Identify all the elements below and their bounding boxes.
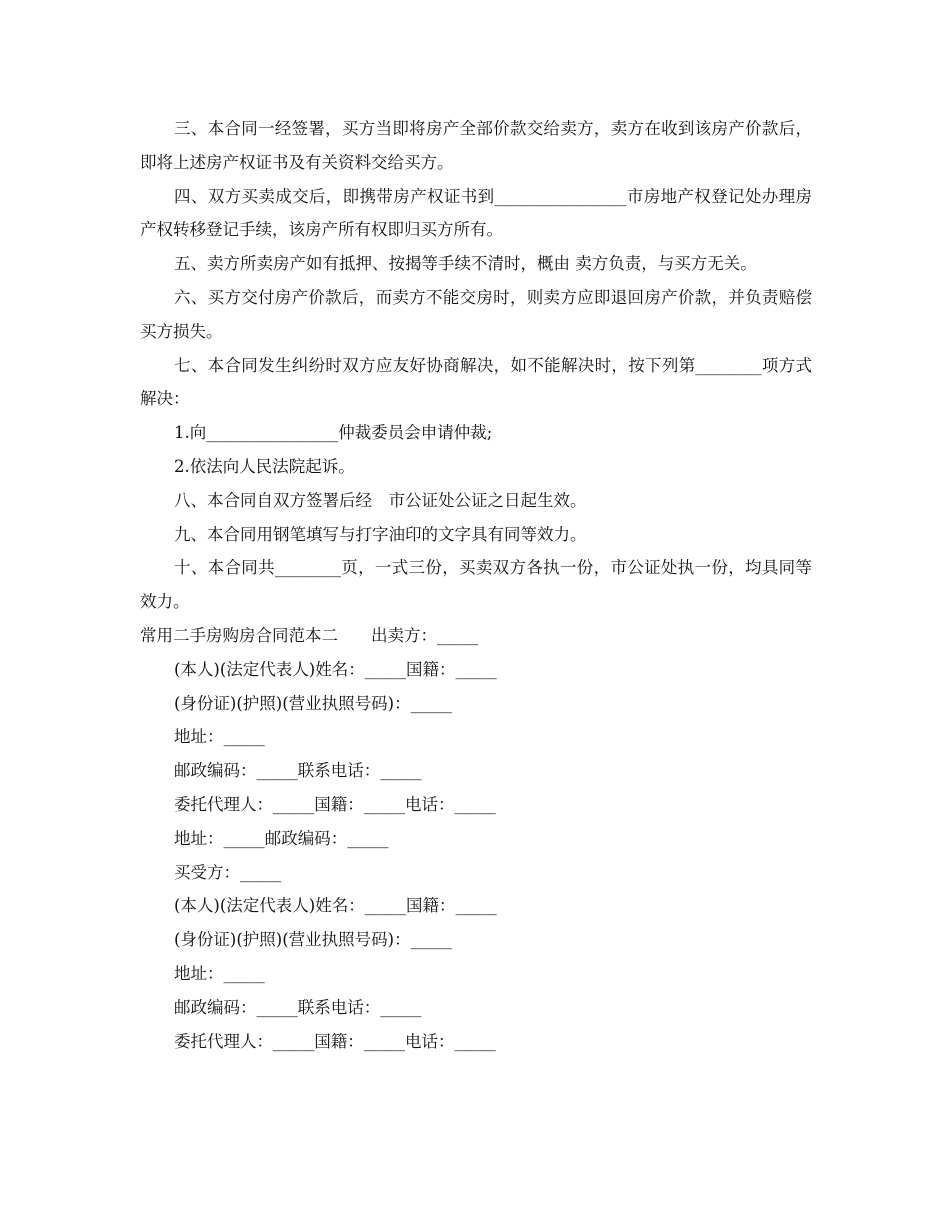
buyer-title: 买受方：_____ [174, 862, 282, 882]
seller-id-number: (身份证)(护照)(营业执照号码)：_____ [174, 693, 452, 713]
clause-7-option-1: 1.向________________仲裁委员会申请仲裁; [174, 423, 493, 443]
seller-agent-address: 地址：_____邮政编码：_____ [174, 828, 389, 848]
buyer-id-number: (身份证)(护照)(营业执照号码)：_____ [174, 930, 452, 950]
seller-postcode-phone: 邮政编码：_____联系电话：_____ [174, 761, 422, 781]
clause-9: 九、本合同用钢笔填写与打字油印的文字具有同等效力。 [174, 524, 587, 544]
clause-5: 五、卖方所卖房产如有抵押、按揭等手续不清时，概由 卖方负责，与买方无关。 [174, 254, 757, 274]
seller-name-nationality: (本人)(法定代表人)姓名：_____国籍：_____ [174, 659, 497, 679]
clause-10: 十、本合同共________页，一式三份，买卖双方各执一份，市公证处执一份，均具同等效力。 [140, 558, 812, 612]
seller-agent: 委托代理人：_____国籍：_____电话：_____ [174, 794, 496, 814]
clause-3: 三、本合同一经签署，买方当即将房产全部价款交给卖方，卖方在收到该房产价款后，即将上述房产权证书及有关资料交给买方。 [140, 119, 812, 172]
clause-4: 四、双方买卖成交后，即携带房产权证书到________________市房地产权登记处办理房产权转移登记手续，该房产所有权即归买方所有。 [140, 186, 812, 240]
seller-address: 地址：_____ [174, 727, 265, 747]
clause-8: 八、本合同自双方签署后经 市公证处公证之日起生效。 [174, 490, 587, 510]
clause-6: 六、买方交付房产价款后，而卖方不能交房时，则卖方应即退回房产价款，并负责赔偿买方损失。 [140, 287, 812, 341]
buyer-name-nationality: (本人)(法定代表人)姓名：_____国籍：_____ [174, 896, 497, 916]
document-page [140, 112, 812, 1058]
clause-7-option-2: 2.依法向人民法院起诉。 [174, 456, 355, 476]
section-title-seller: 常用二手房购房合同范本二 出卖方：_____ [140, 625, 479, 645]
buyer-postcode-phone: 邮政编码：_____联系电话：_____ [174, 997, 422, 1017]
buyer-agent: 委托代理人：_____国籍：_____电话：_____ [174, 1031, 496, 1051]
clause-7: 七、本合同发生纠纷时双方应友好协商解决，如不能解决时，按下列第________项方式解决： [140, 355, 812, 409]
buyer-address: 地址：_____ [174, 963, 265, 983]
